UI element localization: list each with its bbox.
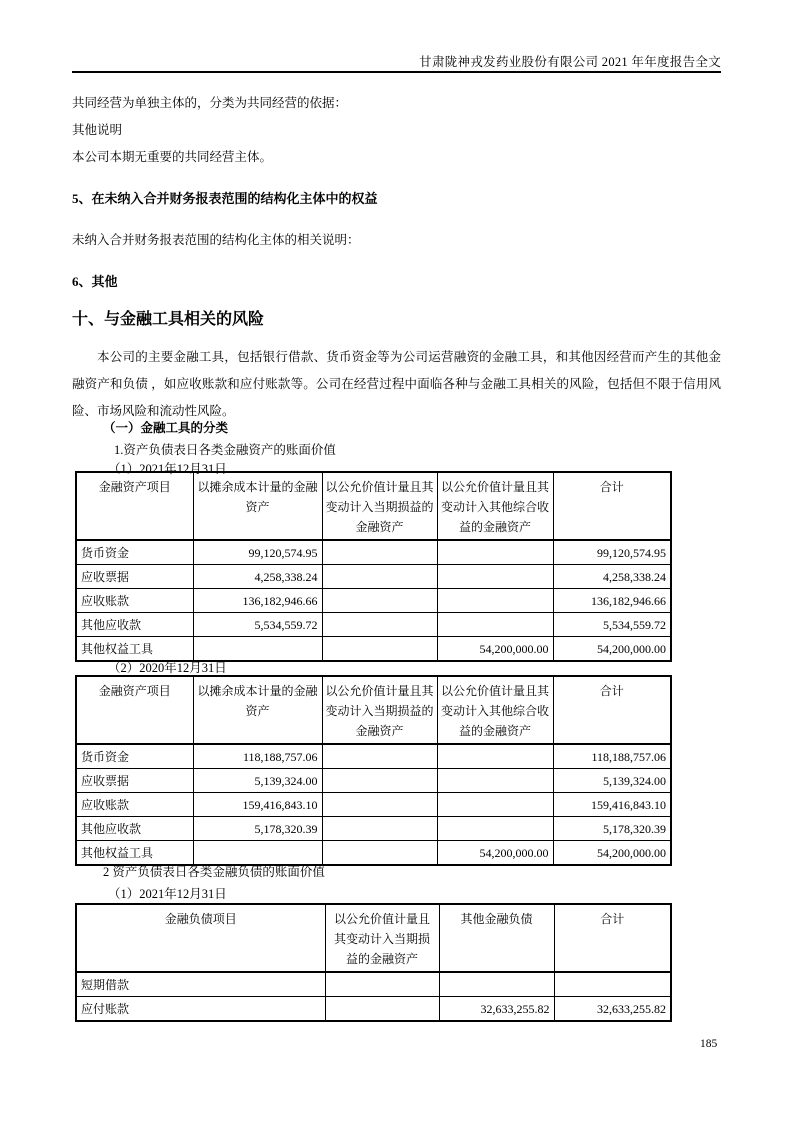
cell-amortized-cost: 118,188,757.06 <box>193 744 322 769</box>
cell-total: 5,139,324.00 <box>553 769 671 793</box>
cell-fvoci <box>437 817 553 841</box>
financial-liabilities-table-2021 <box>75 903 672 1022</box>
cell-total: 5,178,320.39 <box>553 817 671 841</box>
section-5-note: 未纳入合并财务报表范围的结构化主体的相关说明： <box>72 233 360 247</box>
cell-fvtpl <box>322 613 437 637</box>
col-header-fvoci: 以公允价值计量且其变动计入其他综合收益的金融资产 <box>437 676 553 744</box>
cell-item: 货币资金 <box>76 540 193 565</box>
col-header-item: 金融资产项目 <box>76 676 193 744</box>
cell-other-liabilities: 32,633,255.82 <box>439 997 554 1022</box>
table-header-row <box>76 676 671 744</box>
cell-fvtpl <box>322 540 437 565</box>
cell-fvoci <box>437 613 553 637</box>
cell-amortized-cost: 136,182,946.66 <box>193 589 322 613</box>
cell-item: 其他权益工具 <box>76 841 193 866</box>
cell-total: 118,188,757.06 <box>553 744 671 769</box>
cell-other-liabilities <box>439 972 554 997</box>
body-line-no-joint-operation: 本公司本期无重要的共同经营主体。 <box>72 150 273 164</box>
cell-item: 应收票据 <box>76 769 193 793</box>
cell-fvtpl <box>322 744 437 769</box>
col-header-fvtpl: 以公允价值计量且其变动计入当期损益的金融资产 <box>325 904 439 972</box>
caption-assets-2020: （2）2020年12月31日 <box>108 661 227 675</box>
cell-amortized-cost: 4,258,338.24 <box>193 565 322 589</box>
col-header-total: 合计 <box>553 676 671 744</box>
page-number: 185 <box>700 1038 718 1050</box>
col-header-amortized-cost: 以摊余成本计量的金融资产 <box>193 676 322 744</box>
page-header-title: 甘肃陇神戎发药业股份有限公司 2021 年年度报告全文 <box>419 55 721 69</box>
cell-item: 其他权益工具 <box>76 637 193 662</box>
item-2-heading: 2 资产负债表日各类金融负债的账面价值 <box>103 865 325 879</box>
body-line-joint-operation-basis: 共同经营为单独主体的，分类为共同经营的依据： <box>72 96 348 110</box>
table-row <box>76 589 671 613</box>
financial-assets-table-2020 <box>75 675 672 866</box>
cell-fvoci: 54,200,000.00 <box>437 841 553 866</box>
financial-assets-table-2021 <box>75 471 672 662</box>
cell-amortized-cost: 5,139,324.00 <box>193 769 322 793</box>
cell-fvtpl <box>322 841 437 866</box>
cell-total: 54,200,000.00 <box>553 637 671 662</box>
cell-item: 其他应收款 <box>76 817 193 841</box>
item-1-heading: 1.资产负债表日各类金融资产的账面价值 <box>114 443 336 457</box>
table-header-row <box>76 472 671 540</box>
col-header-fvtpl: 以公允价值计量且其变动计入当期损益的金融资产 <box>322 676 437 744</box>
table-row <box>76 744 671 769</box>
caption-assets-2021: （1）2021年12月31日 <box>108 462 227 476</box>
table-row <box>76 793 671 817</box>
cell-amortized-cost: 5,178,320.39 <box>193 817 322 841</box>
cell-total: 54,200,000.00 <box>553 841 671 866</box>
cell-fvoci: 54,200,000.00 <box>437 637 553 662</box>
table-row <box>76 972 671 997</box>
table-row <box>76 540 671 565</box>
cell-fvtpl <box>325 972 439 997</box>
body-line-other-note-label: 其他说明 <box>72 123 123 137</box>
table-row <box>76 817 671 841</box>
cell-fvtpl <box>322 637 437 662</box>
cell-item: 应收账款 <box>76 793 193 817</box>
subsection-1-heading: （一）金融工具的分类 <box>103 421 229 435</box>
cell-fvoci <box>437 744 553 769</box>
table-row <box>76 613 671 637</box>
table-row <box>76 565 671 589</box>
cell-fvtpl <box>322 589 437 613</box>
cell-item: 其他应收款 <box>76 613 193 637</box>
section-5-heading: 5、在未纳入合并财务报表范围的结构化主体中的权益 <box>72 191 378 206</box>
cell-fvtpl <box>322 565 437 589</box>
cell-total: 5,534,559.72 <box>553 613 671 637</box>
table-row <box>76 769 671 793</box>
cell-fvoci <box>437 589 553 613</box>
cell-fvtpl <box>322 793 437 817</box>
cell-fvoci <box>437 540 553 565</box>
caption-liabilities-2021: （1）2021年12月31日 <box>108 887 227 901</box>
cell-fvoci <box>437 565 553 589</box>
cell-fvtpl <box>322 817 437 841</box>
col-header-total: 合计 <box>554 904 671 972</box>
col-header-amortized-cost: 以摊余成本计量的金融资产 <box>193 472 322 540</box>
cell-fvoci <box>437 793 553 817</box>
col-header-other-liabilities: 其他金融负债 <box>439 904 554 972</box>
col-header-fvtpl: 以公允价值计量且其变动计入当期损益的金融资产 <box>322 472 437 540</box>
cell-amortized-cost: 5,534,559.72 <box>193 613 322 637</box>
col-header-total: 合计 <box>553 472 671 540</box>
col-header-fvoci: 以公允价值计量且其变动计入其他综合收益的金融资产 <box>437 472 553 540</box>
section-10-heading: 十、与金融工具相关的风险 <box>72 311 265 328</box>
header-rule <box>72 71 721 73</box>
table-header-row <box>76 904 671 972</box>
cell-amortized-cost: 159,416,843.10 <box>193 793 322 817</box>
financial-instruments-paragraph: 本公司的主要金融工具，包括银行借款、货币资金等为公司运营融资的金融工具，和其他因经营而产生的其他金融资产和负债 ，如应收账款和应付账款等。公司在经营过程中面临各种与金融工具相关的风险，包括但不限于信用风险、市场风险和流动性风险。 <box>72 350 721 418</box>
cell-total: 136,182,946.66 <box>553 589 671 613</box>
cell-total: 159,416,843.10 <box>553 793 671 817</box>
section-6-heading: 6、其他 <box>72 274 118 289</box>
cell-total: 4,258,338.24 <box>553 565 671 589</box>
cell-fvoci <box>437 769 553 793</box>
col-header-item: 金融负债项目 <box>76 904 325 972</box>
cell-item: 应收票据 <box>76 565 193 589</box>
cell-fvtpl <box>322 769 437 793</box>
cell-item: 短期借款 <box>76 972 325 997</box>
table-row <box>76 997 671 1022</box>
cell-total <box>554 972 671 997</box>
cell-fvtpl <box>325 997 439 1022</box>
cell-total: 32,633,255.82 <box>554 997 671 1022</box>
cell-item: 应付账款 <box>76 997 325 1022</box>
cell-item: 应收账款 <box>76 589 193 613</box>
cell-amortized-cost: 99,120,574.95 <box>193 540 322 565</box>
cell-item: 货币资金 <box>76 744 193 769</box>
col-header-item: 金融资产项目 <box>76 472 193 540</box>
cell-total: 99,120,574.95 <box>553 540 671 565</box>
